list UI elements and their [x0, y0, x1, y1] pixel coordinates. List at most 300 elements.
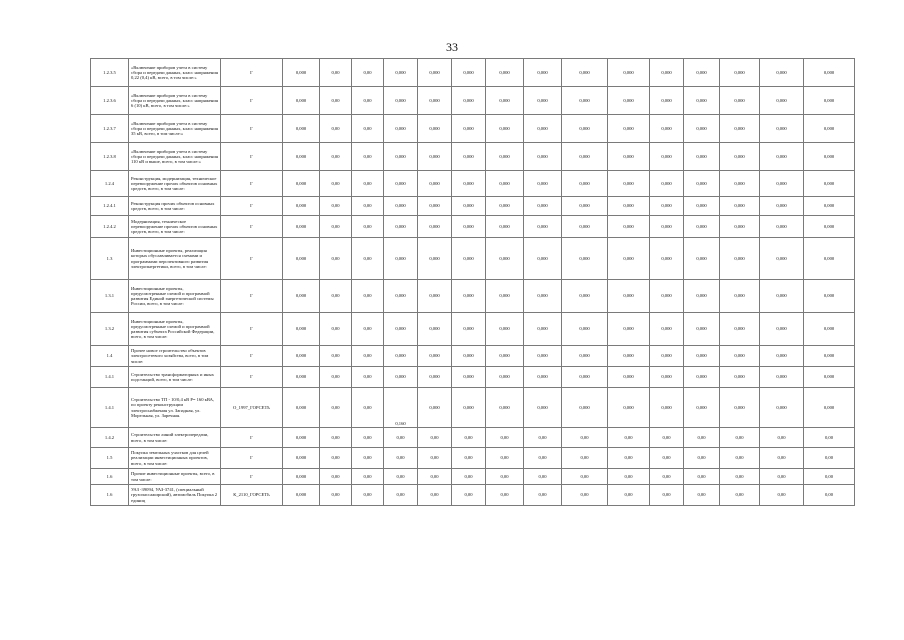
row-value-cell: [760, 87, 804, 115]
row-description-cell: Строительство линий электропередачи, всего, в том числе:: [129, 428, 221, 448]
row-code-cell: 1.2.4.1: [91, 197, 129, 216]
row-value-cell: [760, 143, 804, 171]
value-text: 0,000: [295, 203, 307, 209]
value-text: 0,00: [538, 455, 547, 461]
row-value-cell: [352, 428, 384, 448]
row-value-cell: [352, 346, 384, 367]
row-value-cell: [320, 143, 352, 171]
row-value-cell: [320, 485, 352, 506]
row-value-cell: [452, 280, 486, 313]
value-text: 0,000: [623, 153, 634, 159]
row-value-cell: [486, 143, 524, 171]
value-text: 0,000: [295, 374, 307, 380]
row-value-cell: [720, 59, 760, 87]
row-value-cell: [452, 59, 486, 87]
row-value-cell: [320, 428, 352, 448]
row-value-cell: [804, 469, 855, 485]
row-value-cell: [650, 485, 684, 506]
row-value-cell: [608, 313, 650, 346]
value-text: 0,000: [661, 203, 672, 209]
value-text: 0,000: [661, 97, 672, 103]
row-code-cell: 1.2.4: [91, 171, 129, 197]
row-value-cell: [760, 216, 804, 238]
value-text: 0,000: [776, 69, 787, 75]
value-text: 0,00: [331, 492, 340, 498]
row-value-cell: [320, 197, 352, 216]
row-value-cell: [608, 428, 650, 448]
value-text: 0,00: [331, 180, 340, 186]
row-value-cell: [608, 469, 650, 485]
row-value-cell: [320, 171, 352, 197]
value-text: 0,000: [623, 326, 634, 332]
row-value-cell: [720, 485, 760, 506]
row-value-cell: [720, 448, 760, 469]
value-text: 0,000: [776, 404, 787, 410]
value-text: 0,000: [499, 203, 510, 209]
table-row: [91, 197, 855, 216]
row-value-cell: [418, 59, 452, 87]
value-text: 0,000: [395, 255, 406, 261]
row-value-cell: [650, 143, 684, 171]
value-text: 0,00: [500, 492, 509, 498]
row-value-cell: [804, 115, 855, 143]
row-code-cell: 1.4: [91, 346, 129, 367]
row-value-cell: [804, 59, 855, 87]
row-value-cell: [608, 59, 650, 87]
row-value-cell: [760, 346, 804, 367]
value-text: 0,000: [295, 473, 307, 479]
row-value-cell: [486, 388, 524, 428]
value-text: 0,00: [580, 434, 589, 440]
value-text: 0,000: [537, 293, 548, 299]
row-value-cell: [352, 87, 384, 115]
row-description-cell: Инвестиционные проекты, предусмотренные схемой и программой развития Единой энергетической системы России, всего, в том числе:: [129, 280, 221, 313]
row-value-cell: [562, 367, 608, 388]
value-text: 0,000: [537, 69, 548, 75]
value-text: 0,000: [463, 353, 474, 359]
row-value-cell: [486, 280, 524, 313]
value-text: 0,000: [623, 255, 634, 261]
row-value-cell: [720, 313, 760, 346]
value-text: 0,000: [661, 223, 672, 229]
table-row: [91, 367, 855, 388]
row-value-cell: [650, 346, 684, 367]
value-text: 0,000: [395, 223, 406, 229]
value-text: 0,00: [624, 455, 633, 461]
row-value-cell: [524, 87, 562, 115]
value-text: 0,00: [331, 326, 340, 332]
row-description-cell: Инвестиционные проекты, реализация которых обуславливается схемами и программами перспективного развития электроэнергетики, всего, в том числе:: [129, 238, 221, 280]
row-value-cell: [720, 388, 760, 428]
value-text: 0,000: [579, 97, 590, 103]
value-text: 0,00: [331, 97, 340, 103]
row-code-cell: 1.2.3.7: [91, 115, 129, 143]
row-value-cell: [452, 485, 486, 506]
row-value-cell: [608, 197, 650, 216]
value-text: 0,00: [464, 473, 473, 479]
value-text: 0,000: [429, 293, 440, 299]
row-value-cell: [684, 59, 720, 87]
row-value-cell: [562, 171, 608, 197]
row-value-cell: [486, 485, 524, 506]
value-text: 0,000: [295, 492, 307, 498]
value-text: 0,00: [363, 492, 372, 498]
row-description-cell: «Включение приборов учета в систему сбора и передачи данных, класс напряжения 35 кВ, всего, в том числе:»: [129, 115, 221, 143]
value-text: 0,000: [623, 97, 634, 103]
row-value-cell: [804, 171, 855, 197]
row-value-cell: [418, 485, 452, 506]
row-value-cell: [320, 115, 352, 143]
row-value-cell: [486, 313, 524, 346]
row-value-cell: [352, 115, 384, 143]
row-value-cell: [452, 87, 486, 115]
value-text: 0,000: [823, 223, 835, 229]
value-text: 0,000: [623, 293, 634, 299]
row-description-cell: Инвестиционные проекты, предусмотренные схемой и программой развития субъекта Российской Федерации, всего, в том числе:: [129, 313, 221, 346]
row-identifier-cell: Г: [221, 143, 283, 171]
value-text: 0,00: [624, 473, 633, 479]
value-text: 0,00: [331, 455, 340, 461]
value-text: 0,00: [777, 473, 786, 479]
row-value-cell: [524, 59, 562, 87]
row-value-cell: [384, 469, 418, 485]
row-value-cell: [650, 280, 684, 313]
row-identifier-cell: Г: [221, 87, 283, 115]
value-text: 0,00: [538, 492, 547, 498]
value-text: 0,000: [823, 125, 835, 131]
row-value-cell: [524, 313, 562, 346]
row-identifier-cell: Г: [221, 313, 283, 346]
row-code-cell: 1.4.1: [91, 388, 129, 428]
value-text: 0,000: [499, 374, 510, 380]
row-value-cell: [418, 346, 452, 367]
value-text: 0,000: [823, 203, 835, 209]
value-text: 0,000: [295, 223, 307, 229]
value-text: 0,000: [661, 255, 672, 261]
value-text: 0,000: [499, 180, 510, 186]
row-value-cell: [720, 197, 760, 216]
row-value-cell: [650, 238, 684, 280]
value-text: 0,000: [295, 353, 307, 359]
row-value-cell: [352, 280, 384, 313]
value-text: 0,00: [624, 434, 633, 440]
value-text: 0,000: [499, 223, 510, 229]
row-value-cell: [562, 280, 608, 313]
row-value-cell: [384, 216, 418, 238]
value-text: 0,00: [363, 473, 372, 479]
value-text: 0,00: [363, 326, 372, 332]
row-value-cell: [524, 448, 562, 469]
row-value-cell: [760, 197, 804, 216]
row-value-cell: [650, 367, 684, 388]
value-text: 0,000: [429, 153, 440, 159]
row-value-cell: [320, 448, 352, 469]
row-value-cell: [562, 238, 608, 280]
table-row: [91, 388, 855, 428]
value-text: 0,00: [331, 473, 340, 479]
value-text: 0,000: [776, 326, 787, 332]
table-row: [91, 115, 855, 143]
value-text: 0,000: [661, 404, 672, 410]
row-description-cell: Прочее новое строительство объектов электросетевого хозяйства, всего, в том числе:: [129, 346, 221, 367]
value-text: 0,00: [697, 473, 706, 479]
row-value-cell: [608, 367, 650, 388]
value-text: 0,000: [579, 293, 590, 299]
row-value-cell: [283, 346, 320, 367]
value-text: 0,160: [395, 420, 406, 426]
row-value-cell: [650, 388, 684, 428]
value-text: 0,000: [429, 255, 440, 261]
row-value-cell: [452, 197, 486, 216]
value-text: 0,000: [429, 374, 440, 380]
value-text: 0,00: [464, 492, 473, 498]
row-description-cell: Модернизация, техническое перевооружение прочих объектов основных средств, всего, в том числе:: [129, 216, 221, 238]
row-value-cell: [650, 216, 684, 238]
row-value-cell: [352, 469, 384, 485]
value-text: 0,000: [623, 374, 634, 380]
value-text: 0,000: [734, 69, 745, 75]
row-identifier-cell: Г: [221, 469, 283, 485]
value-text: 0,000: [776, 223, 787, 229]
value-text: 0,000: [537, 180, 548, 186]
row-value-cell: [760, 280, 804, 313]
value-text: 0,000: [395, 153, 406, 159]
row-value-cell: [650, 448, 684, 469]
value-text: 0,000: [661, 374, 672, 380]
table-row: [91, 87, 855, 115]
row-value-cell: [452, 428, 486, 448]
row-value-cell: [720, 216, 760, 238]
row-value-cell: [418, 388, 452, 428]
page-number: 33: [446, 40, 458, 54]
row-value-cell: [524, 197, 562, 216]
value-text: 0,000: [696, 353, 707, 359]
row-value-cell: [804, 216, 855, 238]
value-text: 0,000: [661, 69, 672, 75]
value-text: 0,000: [499, 353, 510, 359]
value-text: 0,000: [734, 353, 745, 359]
row-value-cell: [452, 448, 486, 469]
row-value-cell: [524, 485, 562, 506]
value-text: 0,000: [499, 153, 510, 159]
row-value-cell: [524, 428, 562, 448]
row-value-cell: [562, 388, 608, 428]
row-value-cell: [760, 428, 804, 448]
value-text: 0,000: [395, 374, 406, 380]
row-value-cell: [684, 171, 720, 197]
value-text: 0,00: [331, 223, 340, 229]
row-value-cell: [418, 238, 452, 280]
value-text: 0,00: [697, 455, 706, 461]
value-text: 0,000: [696, 203, 707, 209]
row-value-cell: [486, 216, 524, 238]
row-value-cell: [486, 87, 524, 115]
value-text: 0,00: [430, 434, 439, 440]
row-description-cell: «Включение приборов учета в систему сбора и передачи данных, класс напряжения 110 кВ и выше, всего, в том числе:»: [129, 143, 221, 171]
row-identifier-cell: Г: [221, 346, 283, 367]
value-text: 0,000: [463, 97, 474, 103]
row-value-cell: [352, 197, 384, 216]
value-text: 0,000: [295, 255, 307, 261]
row-value-cell: [320, 87, 352, 115]
value-text: 0,000: [661, 153, 672, 159]
row-value-cell: [608, 115, 650, 143]
value-text: 0,000: [579, 69, 590, 75]
row-value-cell: [720, 428, 760, 448]
row-identifier-cell: Г: [221, 59, 283, 87]
row-value-cell: [524, 388, 562, 428]
investment-table: [90, 58, 855, 506]
row-value-cell: [684, 238, 720, 280]
value-text: 0,00: [331, 255, 340, 261]
value-text: 0,00: [624, 492, 633, 498]
value-text: 0,000: [696, 69, 707, 75]
row-value-cell: [608, 346, 650, 367]
value-text: 0,000: [395, 180, 406, 186]
row-identifier-cell: Г: [221, 197, 283, 216]
value-text: 0,00: [396, 434, 405, 440]
value-text: 0,00: [500, 455, 509, 461]
row-value-cell: [283, 313, 320, 346]
value-text: 0,000: [776, 180, 787, 186]
value-text: 0,000: [537, 326, 548, 332]
value-text: 0,000: [579, 353, 590, 359]
row-value-cell: [384, 313, 418, 346]
row-identifier-cell: Г: [221, 428, 283, 448]
row-value-cell: [352, 313, 384, 346]
row-value-cell: [418, 143, 452, 171]
value-text: 0,00: [363, 455, 372, 461]
row-value-cell: [720, 143, 760, 171]
row-value-cell: [384, 171, 418, 197]
row-value-cell: [418, 87, 452, 115]
value-text: 0,000: [295, 153, 307, 159]
value-text: 0,000: [463, 326, 474, 332]
row-value-cell: [804, 87, 855, 115]
row-description-cell: УАЗ -39094, УАЗ-3741, (специальный грузопассажирский), автомобиль Покупка 2 единиц: [129, 485, 221, 506]
row-value-cell: [452, 143, 486, 171]
value-text: 0,000: [776, 374, 787, 380]
row-value-cell: [384, 388, 418, 428]
row-value-cell: [804, 313, 855, 346]
row-value-cell: [418, 216, 452, 238]
row-description-cell: Прочие инвестиционные проекты, всего, в том числе:: [129, 469, 221, 485]
value-text: 0,000: [395, 69, 406, 75]
value-text: 0,000: [776, 255, 787, 261]
value-text: 0,000: [776, 125, 787, 131]
row-code-cell: 1.2.3.8: [91, 143, 129, 171]
value-text: 0,00: [500, 434, 509, 440]
value-text: 0,00: [430, 492, 439, 498]
row-value-cell: [684, 197, 720, 216]
row-value-cell: [650, 313, 684, 346]
value-text: 0,000: [823, 374, 835, 380]
row-value-cell: [320, 59, 352, 87]
value-text: 0,000: [499, 404, 510, 410]
value-text: 0,000: [776, 293, 787, 299]
row-code-cell: 1.5: [91, 448, 129, 469]
value-text: 0,000: [734, 203, 745, 209]
table-row: [91, 171, 855, 197]
row-value-cell: [524, 216, 562, 238]
row-value-cell: [352, 143, 384, 171]
row-value-cell: [562, 197, 608, 216]
value-text: 0,000: [623, 125, 634, 131]
value-text: 0,00: [363, 153, 372, 159]
value-text: 0,000: [463, 125, 474, 131]
row-value-cell: [562, 469, 608, 485]
row-value-cell: [684, 115, 720, 143]
value-text: 0,000: [734, 125, 745, 131]
value-text: 0,000: [734, 293, 745, 299]
value-text: 0,00: [777, 492, 786, 498]
value-text: 0,000: [537, 223, 548, 229]
value-text: 0,000: [429, 180, 440, 186]
value-text: 0,000: [823, 293, 835, 299]
value-text: 0,000: [395, 293, 406, 299]
row-value-cell: [486, 59, 524, 87]
value-text: 0,000: [295, 180, 307, 186]
row-value-cell: [283, 87, 320, 115]
row-value-cell: [524, 280, 562, 313]
value-text: 0,000: [776, 203, 787, 209]
row-value-cell: [418, 115, 452, 143]
row-value-cell: [283, 238, 320, 280]
row-value-cell: [384, 448, 418, 469]
value-text: 0,00: [735, 434, 744, 440]
row-identifier-cell: Г: [221, 280, 283, 313]
value-text: 0,00: [331, 434, 340, 440]
row-value-cell: [684, 428, 720, 448]
value-text: 0,000: [295, 69, 307, 75]
value-text: 0,000: [823, 326, 835, 332]
value-text: 0,000: [734, 180, 745, 186]
row-value-cell: [524, 171, 562, 197]
value-text: 0,000: [295, 97, 307, 103]
row-value-cell: [608, 448, 650, 469]
value-text: 0,00: [363, 374, 372, 380]
value-text: 0,000: [537, 404, 548, 410]
value-text: 0,000: [823, 180, 835, 186]
value-text: 0,000: [696, 153, 707, 159]
value-text: 0,000: [696, 404, 707, 410]
value-text: 0,000: [734, 97, 745, 103]
row-value-cell: [320, 280, 352, 313]
table-row: [91, 216, 855, 238]
row-value-cell: [684, 280, 720, 313]
row-value-cell: [418, 197, 452, 216]
value-text: 0,00: [735, 492, 744, 498]
row-value-cell: [418, 313, 452, 346]
value-text: 0,000: [696, 374, 707, 380]
row-value-cell: [486, 115, 524, 143]
value-text: 0,00: [777, 455, 786, 461]
value-text: 0,000: [579, 374, 590, 380]
row-value-cell: [608, 216, 650, 238]
row-value-cell: [804, 367, 855, 388]
row-value-cell: [452, 115, 486, 143]
row-value-cell: [452, 367, 486, 388]
value-text: 0,000: [395, 353, 406, 359]
value-text: 0,00: [331, 203, 340, 209]
row-value-cell: [486, 171, 524, 197]
row-identifier-cell: Г: [221, 115, 283, 143]
value-text: 0,00: [363, 353, 372, 359]
row-code-cell: 1.4.2: [91, 428, 129, 448]
row-value-cell: [384, 367, 418, 388]
row-value-cell: [650, 59, 684, 87]
row-value-cell: [684, 469, 720, 485]
